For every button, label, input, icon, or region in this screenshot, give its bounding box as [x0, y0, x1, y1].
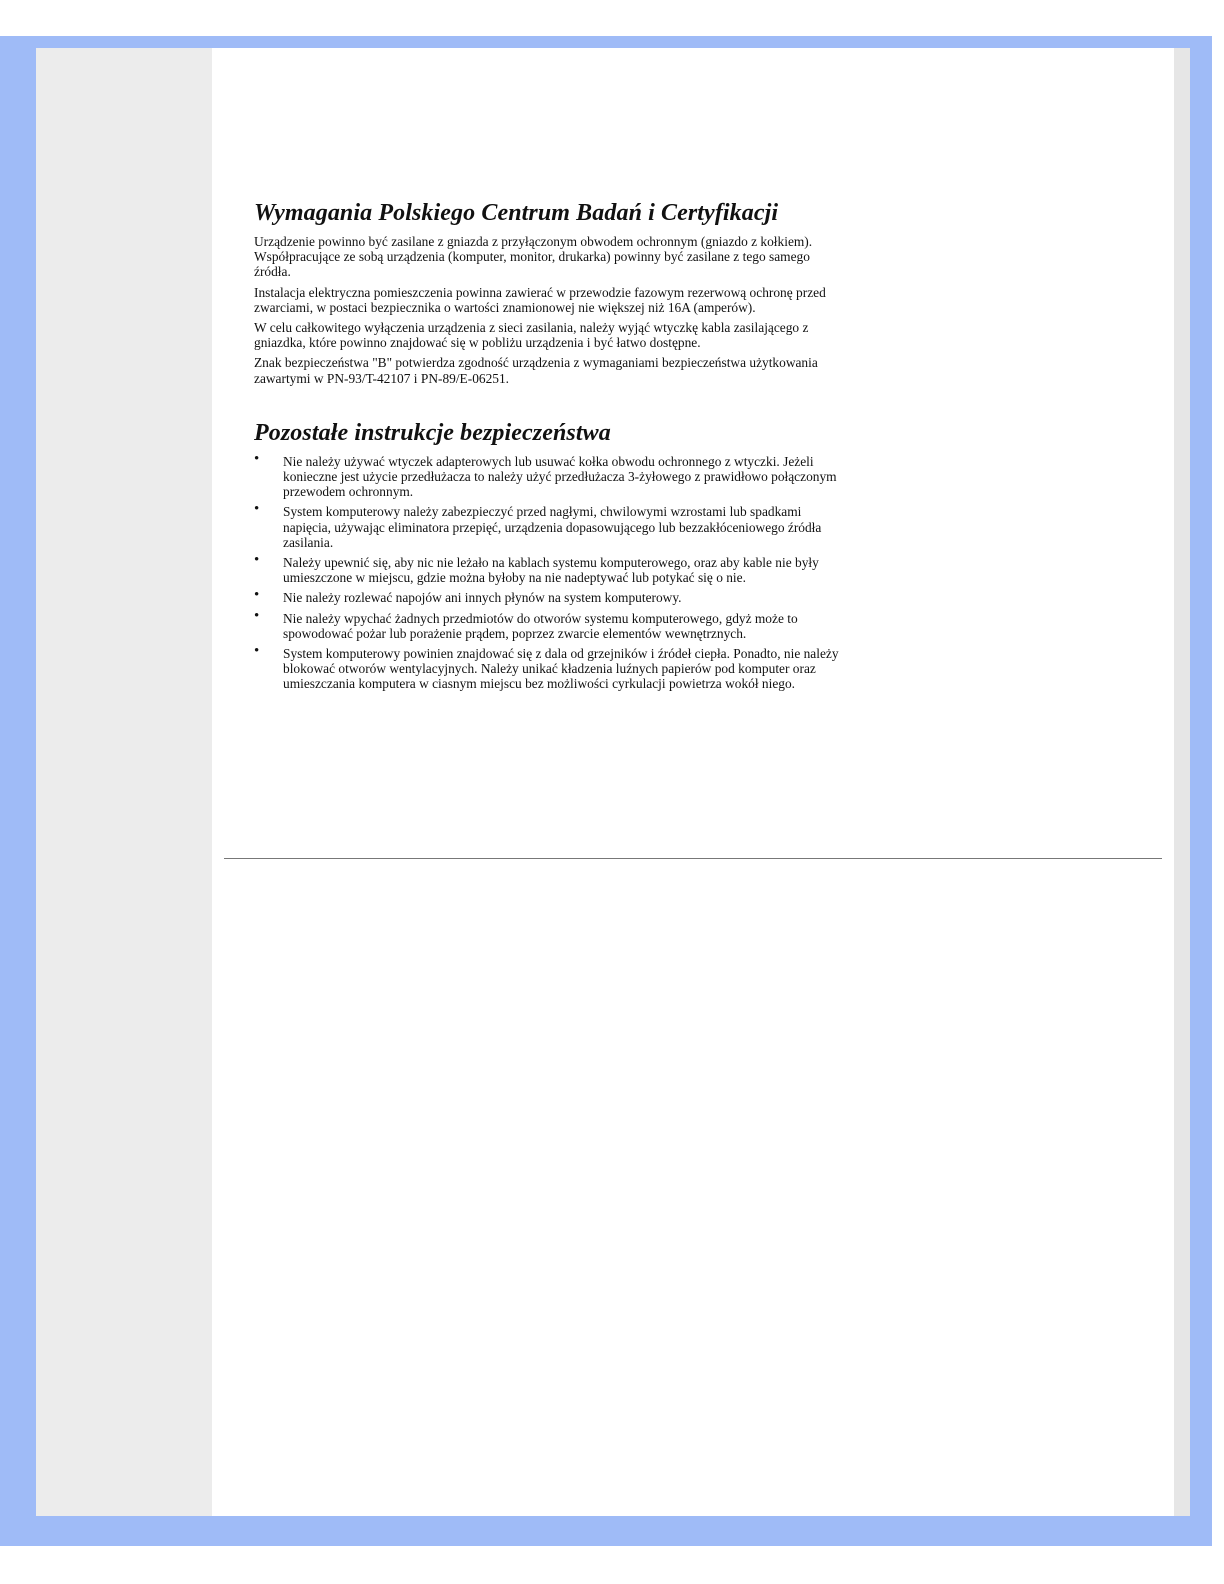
list-item — [254, 643, 846, 692]
bullet-icon: • — [254, 501, 260, 518]
list-item — [254, 587, 846, 606]
horizontal-divider — [224, 858, 1162, 859]
left-sidebar — [36, 48, 212, 1516]
list-item — [254, 607, 846, 641]
list-item-text: System komputerowy powinien znajdować się z dala od grzejników i źródeł ciepła. Ponadto, nie należy blokować otworów wentylacyjnych. Należy unikać kładzenia luźnych papierów pod komputer oraz umieszczania komputera w ciasnym miejscu bez możliwości cyrkulacji powietrza wokół niego. — [283, 646, 839, 692]
section-heading-certification: Wymagania Polskiego Centrum Badań i Certyfikacji — [254, 200, 779, 226]
list-item — [254, 450, 846, 500]
bullet-icon: • — [254, 450, 260, 467]
paragraph-power-supply: Urządzenie powinno być zasilane z gniazda z przyłączonym obwodem ochronnym (gniazdo z kołkiem). Współpracujące ze sobą urządzenia (komputer, monitor, drukarka) powinny być zasilane z tego samego źródła. — [254, 234, 813, 280]
right-scroll-strip — [1174, 48, 1190, 1516]
paragraph-safety-mark: Znak bezpieczeństwa "B" potwierdza zgodność urządzenia z wymaganiami bezpieczeństwa użytkowania zawartymi w PN-93/T-42107 i PN-89/E-06251. — [254, 355, 818, 386]
list-item-text: Nie należy rozlewać napojów ani innych płynów na system komputerowy. — [283, 590, 682, 606]
bullet-icon: • — [254, 643, 260, 660]
paragraph-electrical-installation: Instalacja elektryczna pomieszczenia powinna zawierać w przewodzie fazowym rezerwową ochronę przed zwarciami, w postaci bezpiecznika o wartości znamionowej nie większej niż 16A (amperów). — [254, 284, 826, 315]
list-item — [254, 552, 846, 586]
bullet-icon: • — [254, 587, 260, 604]
list-item — [254, 501, 846, 550]
paragraph-disconnect: W celu całkowitego wyłączenia urządzenia z sieci zasilania, należy wyjąć wtyczkę kabla zasilającego z gniazdka, które powinno znajdować się w pobliżu urządzenia i być łatwo dostępne. — [254, 320, 809, 351]
list-item-text: Nie należy używać wtyczek adapterowych lub usuwać kołka obwodu ochronnego z wtyczki. Jeżeli konieczne jest użycie przedłużacza to należy użyć przedłużacza 3-żyłowego z prawidłowo połączonym przewodem ochronnym. — [283, 453, 837, 500]
bullet-icon: • — [254, 607, 260, 624]
document-body — [254, 198, 846, 697]
list-item-text: Należy upewnić się, aby nic nie leżało na kablach systemu komputerowego, oraz aby kable nie były umieszczone w miejscu, gdzie można byłoby na nie nadeptywać lub potykać się o nie. — [283, 555, 819, 586]
list-item-text: System komputerowy należy zabezpieczyć przed nagłymi, chwilowymi wzrostami lub spadkami napięcia, używając eliminatora przepięć, urządzenia dopasowującego lub bezzakłóceniowego źródła zasilania. — [283, 504, 822, 550]
safety-instructions-list — [254, 450, 846, 692]
list-item-text: Nie należy wpychać żadnych przedmiotów do otworów systemu komputerowego, gdyż może to spowodować pożar lub porażenie prądem, poprzez zwarcie elementów wewnętrznych. — [283, 610, 798, 641]
section-heading-other-safety: Pozostałe instrukcje bezpieczeństwa — [254, 419, 611, 446]
bullet-icon: • — [254, 552, 260, 569]
